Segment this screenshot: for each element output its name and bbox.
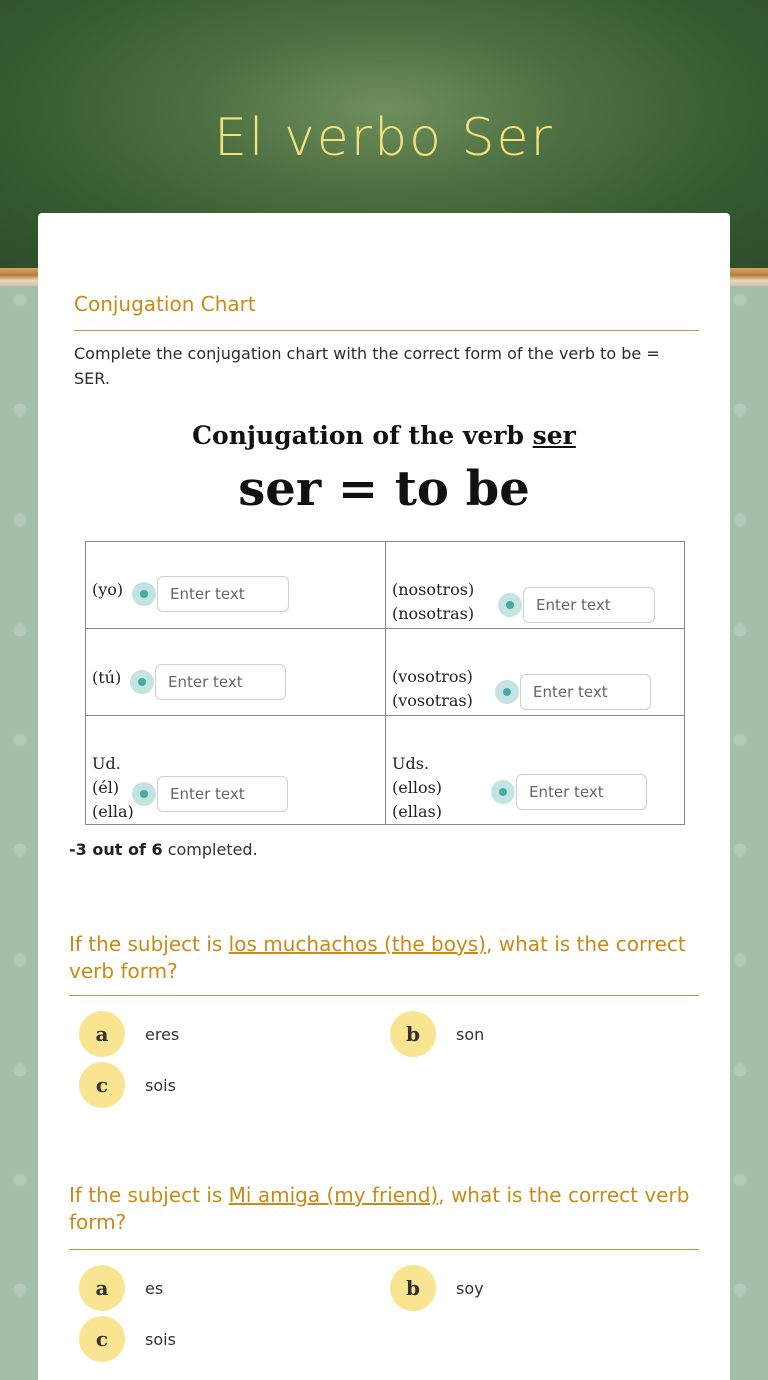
- question-2-subject: Mi amiga (my friend): [228, 1183, 439, 1207]
- input-nosotros[interactable]: [523, 587, 655, 623]
- question-1-suffix: , what is the correct verb form?: [69, 932, 686, 983]
- input-yo[interactable]: [157, 576, 289, 612]
- option-text: sois: [145, 1075, 176, 1095]
- table-divider: [385, 542, 386, 824]
- chart-heading-prefix: Conjugation of the verb: [192, 421, 533, 450]
- table-divider: [86, 628, 684, 629]
- question-1-prompt: [69, 931, 699, 985]
- pronoun-yo: (yo): [92, 580, 124, 599]
- page-title: El verbo Ser: [214, 108, 554, 168]
- worksheet-card: [38, 213, 730, 1380]
- table-divider: [86, 715, 684, 716]
- chart-heading-verb: ser: [532, 421, 576, 450]
- pronoun-ustedes: Uds. (ellos) (ellas): [392, 754, 443, 821]
- question-1-option-c[interactable]: [79, 1062, 176, 1108]
- pronoun-tu: (tú): [92, 668, 122, 687]
- section-heading-conjugation: Conjugation Chart: [74, 292, 256, 316]
- option-letter: a: [79, 1011, 125, 1057]
- question-divider: [69, 995, 699, 996]
- question-1-subject: los muchachos (the boys): [228, 932, 486, 956]
- question-2-option-a[interactable]: [79, 1265, 163, 1311]
- completion-suffix: completed.: [162, 840, 258, 859]
- pronoun-usted: Ud. (él) (ella): [92, 754, 134, 821]
- option-text: es: [145, 1278, 164, 1298]
- section-divider: [74, 330, 699, 331]
- input-marker-icon: [132, 582, 156, 606]
- option-letter: c: [79, 1316, 125, 1362]
- question-1-prefix: If the subject is: [69, 932, 229, 956]
- question-2-suffix: , what is the correct verb form?: [69, 1183, 690, 1234]
- option-text: sois: [145, 1329, 176, 1349]
- option-text: soy: [456, 1278, 484, 1298]
- conjugation-table: [85, 541, 685, 825]
- option-text: eres: [145, 1024, 180, 1044]
- input-tu[interactable]: [155, 664, 286, 700]
- question-1-option-a[interactable]: [79, 1011, 179, 1057]
- completion-count: -3 out of 6: [69, 840, 163, 859]
- pronoun-nosotros: (nosotros) (nosotras): [392, 580, 475, 623]
- question-2-option-c[interactable]: [79, 1316, 176, 1362]
- option-letter: c: [79, 1062, 125, 1108]
- input-marker-icon: [130, 670, 154, 694]
- chart-heading: [38, 421, 730, 450]
- option-letter: b: [390, 1011, 436, 1057]
- instructions-text: Complete the conjugation chart with the correct form of the verb to be = SER.: [74, 344, 660, 388]
- input-marker-icon: [495, 680, 519, 704]
- input-marker-icon: [491, 780, 515, 804]
- question-2-prompt: [69, 1182, 699, 1236]
- pronoun-vosotros: (vosotros) (vosotras): [392, 667, 473, 710]
- option-letter: b: [390, 1265, 436, 1311]
- input-vosotros[interactable]: [520, 674, 651, 710]
- option-letter: a: [79, 1265, 125, 1311]
- question-divider: [69, 1249, 699, 1250]
- completion-status: [69, 840, 258, 859]
- input-usted[interactable]: [157, 776, 288, 812]
- input-marker-icon: [498, 593, 522, 617]
- input-ustedes[interactable]: [516, 774, 647, 810]
- question-1-option-b[interactable]: [390, 1011, 484, 1057]
- question-2-prefix: If the subject is: [69, 1183, 229, 1207]
- option-text: son: [456, 1024, 485, 1044]
- input-marker-icon: [132, 782, 156, 806]
- question-2-option-b[interactable]: [390, 1265, 484, 1311]
- chart-subheading: ser = to be: [238, 461, 530, 517]
